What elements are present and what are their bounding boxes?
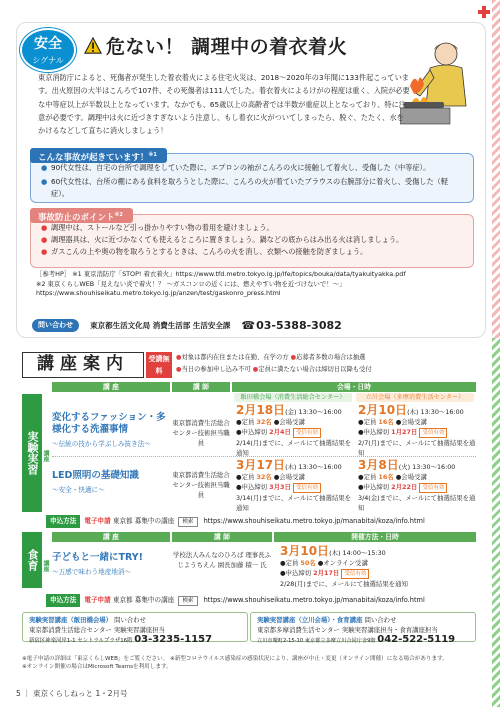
session-time: 13:30〜16:00 bbox=[298, 463, 342, 471]
session-time: 14:00〜15:30 bbox=[342, 549, 386, 557]
session-deadline: 2月4日 bbox=[269, 428, 291, 436]
session-date: 2月10日 bbox=[358, 403, 408, 417]
note-text: 対象は都内在住または在勤、在学の方 bbox=[181, 354, 289, 361]
apply-label: 申込方法 bbox=[46, 594, 80, 607]
course-subtitle: 〜五感で味わう地産地消〜 bbox=[52, 568, 132, 576]
contact-label: 問い合わせ bbox=[32, 319, 79, 332]
reference-label: ［参考HP］ bbox=[36, 270, 71, 278]
red-cross-icon bbox=[478, 6, 490, 18]
contact-tel[interactable]: 042-522-5119 bbox=[377, 634, 456, 645]
course-title-text: 子どもと一緒にTRY! bbox=[52, 552, 143, 563]
contact-heading: 問い合わせ bbox=[114, 616, 147, 624]
deadline-badge: 受信有効 bbox=[419, 483, 447, 493]
apply-url[interactable]: https://www.shouhiseikatu.metro.tokyo.jp/manabitai/koza/info.html bbox=[203, 596, 425, 604]
table2-head-loc: 講 師 bbox=[172, 532, 272, 542]
table1-apply-row bbox=[46, 515, 476, 528]
case-text: 60代女性は、台所の棚にある食料を取ろうとした際に、こんろの火が着ていたブラウスの右腕部分に着火し、受傷した（軽症）。 bbox=[51, 177, 449, 198]
page-footer: 5 ｜ 東京くらしねっと 1・2月号 bbox=[16, 689, 128, 698]
session-mode: オンライン受講 bbox=[323, 559, 368, 567]
session-mode: 会場受講 bbox=[279, 473, 305, 481]
session-tachikawa-1: 2月10日(木) 13:30〜16:00 ●定員 16名 ●会場受講 ●申込締切 1月27日 受信有効 2/7(月)までに、メールにて抽選結果を通知 bbox=[358, 403, 476, 457]
session-date: 2月18日 bbox=[236, 403, 286, 417]
apply-search-text: 東京都 募集中の講座 bbox=[112, 596, 175, 604]
magazine-name: 東京くらしねっと 1・2月号 bbox=[33, 689, 128, 698]
phone-icon: ☎ bbox=[241, 319, 256, 332]
session-note: 2/28(月)までに、メールにて抽選結果を通知 bbox=[280, 580, 408, 588]
article-title bbox=[84, 32, 347, 59]
session-weekday: (木) bbox=[329, 549, 341, 557]
row-divider bbox=[52, 456, 476, 457]
contact-title: 実験実習講座（飯田橋会場） bbox=[29, 616, 113, 624]
reference-links bbox=[36, 270, 466, 299]
session-iidabashi-2: 3月17日(木) 13:30〜16:00 ●定員 32名 ●会場受講 ●申込締切 3月3日 受信有効 3/14(月)までに、メールにて抽選結果を通知 bbox=[236, 460, 354, 513]
table1-side-label: 実験実習 bbox=[22, 394, 42, 512]
search-button[interactable]: 検索 bbox=[178, 517, 197, 527]
course-subtitle: 〜伝統の技から学ぶしみ抜き法〜 bbox=[52, 440, 151, 448]
contact-org: 東京都消費生活総合センター 実験実習講座担当 bbox=[29, 625, 165, 634]
note-text: 定員に満たない場合は締切日以降も受付 bbox=[258, 366, 372, 373]
article-lead-text: 東京消防庁によると、死傷者が発生した着衣着火による住宅火災は、2018〜2020年の3年間に133件起こっています。出火原因の大半はこんろで107件、その死傷者は111人でした。着衣着火によるけがの程度は重く、入院が必要な中等症以上が半数以上となっています。なかでも、65歳以上の高齢者では半数が重症以上となっており、特に注意が必要です。調理中は火に近づきすぎないよう注意し、もし着衣に火がついてしまったら、脱ぐ、たたく、水をかけるなどして直ちに消火しましょう！ bbox=[38, 73, 410, 136]
session-online: 3月10日(木) 14:00〜15:30 ●定員 50名 ●オンライン受講 ●申込締切 2月17日 受信有効 2/28(月)までに、メールにて抽選結果を通知 bbox=[280, 546, 476, 589]
table2-head-date: 開催方法・日時 bbox=[274, 532, 476, 542]
table1-head-date: 会場・日時 bbox=[232, 382, 476, 392]
case-text: 90代女性は、自宅の台所で調理をしていた際に、エプロンの袖がこんろの火に接触して着火し、受傷した（中等症）。 bbox=[51, 163, 431, 172]
session-weekday: (木) bbox=[407, 408, 419, 416]
safety-signal-badge bbox=[20, 28, 76, 72]
contact-heading: 問い合わせ bbox=[364, 616, 397, 624]
session-capacity: 16名 bbox=[378, 418, 394, 426]
session-mode: 会場受講 bbox=[401, 418, 427, 426]
badge-top-text: 安全 bbox=[34, 36, 62, 52]
course-title-shokuiku bbox=[52, 552, 170, 578]
contact-org: 東京都生活文化局 消費生活部 生活安全課 bbox=[90, 321, 231, 330]
contact-title: 実験実習講座（立川会場）・食育講座 bbox=[257, 616, 363, 624]
heading-footnote-mark: ※2 bbox=[114, 212, 123, 218]
prevention-heading-text: 事故防止のポイント bbox=[38, 212, 115, 223]
session-mode: 会場受講 bbox=[279, 418, 305, 426]
contact-address: 新宿区神楽河岸1-1 セントラルプラザ16階 bbox=[29, 638, 133, 644]
session-mode: 会場受講 bbox=[401, 473, 427, 481]
course-title-led bbox=[52, 470, 170, 496]
session-note: 2/14(月)までに、メールにて抽選結果を通知 bbox=[236, 439, 352, 457]
point-item: ● ガスこんの上や奥の物を取ろうとするときは、こんろの火を消し、衣類への接触を防ぎましょう。 bbox=[41, 247, 368, 256]
footnotes bbox=[22, 655, 482, 672]
course-lecturer: 東京都消費生活総合センター技術担当職員 bbox=[172, 471, 230, 499]
deadline-badge: 受信有効 bbox=[293, 428, 321, 438]
free-badge: 受講無料 bbox=[146, 352, 172, 378]
course-guide-title: 講座案内 bbox=[22, 352, 144, 378]
course-lecturer: 東京都消費生活総合センター技術担当職員 bbox=[172, 419, 230, 447]
session-time: 13:30〜16:00 bbox=[420, 408, 464, 416]
session-deadline: 3月3日 bbox=[269, 483, 291, 491]
table2-head-course: 講 座 bbox=[52, 532, 170, 542]
page-number: 5 bbox=[16, 689, 21, 698]
course-title-text: LED照明の基礎知識 bbox=[52, 470, 139, 481]
contact-tachikawa bbox=[250, 612, 476, 645]
session-note: 3/4(金)までに、メールにて抽選結果を通知 bbox=[358, 494, 476, 512]
session-time: 13:30〜16:00 bbox=[298, 408, 342, 416]
apply-search-text: 東京都 募集中の講座 bbox=[112, 517, 175, 525]
session-note: 3/14(月)までに、メールにて抽選結果を通知 bbox=[236, 494, 352, 512]
session-deadline: 1月27日 bbox=[391, 428, 418, 436]
session-capacity: 50名 bbox=[300, 559, 316, 567]
contact-iidabashi bbox=[22, 612, 248, 645]
course-title-fashion bbox=[52, 412, 170, 450]
point-item: ● 調理中は、ストールなど引っ掛かりやすい物の着用を避けましょう。 bbox=[41, 223, 274, 232]
table2-side-label: 食育 bbox=[22, 532, 42, 588]
point-text: ガスこんの上や奥の物を取ろうとするときは、こんろの火を消し、衣類への接触を防ぎましょう。 bbox=[51, 247, 368, 256]
case-item: ● 60代女性は、台所の棚にある食料を取ろうとした際に、こんろの火が着ていたブラウスの右腕部分に着火し、受傷した（軽症）。 bbox=[41, 177, 449, 198]
session-date: 3月10日 bbox=[280, 544, 330, 558]
deadline-badge: 受信有効 bbox=[293, 483, 321, 493]
session-weekday: (火) bbox=[398, 463, 411, 471]
apply-method: 電子申請 bbox=[84, 517, 111, 525]
point-text: 調理中は、ストールなど引っ掛かりやすい物の着用を避けましょう。 bbox=[51, 223, 274, 232]
footnote-text: ※電子申請の詳細は「東京くらしWEB」をご覧ください。 ※新型コロナウイルス感染症の感染状況により、講座が中止・変更（オンライン開催）になる場合があります。 bbox=[22, 656, 448, 662]
session-weekday: (木) bbox=[285, 463, 297, 471]
heading-footnote-mark: ※1 bbox=[148, 152, 157, 158]
note-text: 応募者多数の場合は抽選 bbox=[296, 354, 366, 361]
session-date: 3月8日 bbox=[358, 458, 399, 472]
deadline-badge: 受信有効 bbox=[341, 569, 369, 579]
session-capacity: 16名 bbox=[378, 473, 394, 481]
table2-side-small: 講座 bbox=[42, 560, 49, 572]
deadline-badge: 受信有効 bbox=[419, 428, 447, 438]
session-capacity: 32名 bbox=[256, 473, 272, 481]
course-title-text: 変化するファッション・多様化する洗濯事情 bbox=[52, 412, 166, 435]
apply-url[interactable]: https://www.shouhiseikatu.metro.tokyo.jp/manabitai/koza/info.html bbox=[203, 517, 425, 525]
session-weekday: (金) bbox=[285, 408, 297, 416]
session-deadline: 2月22日 bbox=[391, 483, 418, 491]
warning-icon bbox=[84, 37, 102, 55]
table1-head-course: 講 座 bbox=[52, 382, 170, 392]
right-stripe-green-decoration bbox=[492, 338, 500, 707]
course-subtitle: 〜安全・快適に〜 bbox=[52, 486, 105, 494]
contact-address: 立川市曙町2-15-10 東京都立多摩立川合同庁舎9階 bbox=[257, 638, 376, 644]
contact-tel[interactable]: 03-3235-1157 bbox=[134, 634, 213, 645]
safety-contact bbox=[32, 315, 472, 331]
reference-link[interactable]: ※2 東京くらしWEB「見えない炎で着火！？ 〜ガスコンロの近くには、燃えやすい物を近づけないで！〜」https://www.shouhiseikatu.metro.tokyo.lg.jp/anzen/test/gaskonro_press.html bbox=[36, 279, 346, 298]
prevention-points-heading bbox=[30, 208, 133, 223]
accident-cases-heading bbox=[30, 148, 167, 163]
contact-tel[interactable]: 03-5388-3082 bbox=[256, 319, 342, 332]
session-deadline: 2月17日 bbox=[313, 569, 340, 577]
search-button[interactable]: 検索 bbox=[178, 596, 197, 606]
case-item: ● 90代女性は、自宅の台所で調理をしていた際に、エプロンの袖がこんろの火に接触して着火し、受傷した（中等症）。 bbox=[41, 163, 431, 172]
reference-link[interactable]: ※1 東京消防庁「STOP! 着衣着火」https://www.tfd.metro.tokyo.lg.jp/lfe/topics/bouka/data/tyakuityakka.pdf bbox=[72, 270, 406, 278]
session-date: 3月17日 bbox=[236, 458, 286, 472]
apply-label: 申込方法 bbox=[46, 515, 80, 528]
apply-method: 電子申請 bbox=[84, 596, 111, 604]
footnote-text: ※オンライン開催の場合はMicrosoft Teamsを利用します。 bbox=[22, 664, 172, 671]
session-note: 2/7(月)までに、メールにて抽選結果を通知 bbox=[358, 439, 476, 457]
venue2-head: 立川会場（多摩消費生活センター） bbox=[356, 393, 474, 402]
session-iidabashi-1: 2月18日(金) 13:30〜16:00 ●定員 32名 ●会場受講 ●申込締切 2月4日 受信有効 2/14(月)までに、メールにて抽選結果を通知 bbox=[236, 405, 354, 458]
session-time: 13:30〜16:00 bbox=[412, 463, 456, 471]
badge-bottom-text: シグナル bbox=[32, 56, 64, 65]
session-tachikawa-2: 3月8日(火) 13:30〜16:00 ●定員 16名 ●会場受講 ●申込締切 2月22日 受信有効 3/4(金)までに、メールにて抽選結果を通知 bbox=[358, 458, 476, 512]
article-title-text: 危ない！ 調理中の着衣着火 bbox=[106, 36, 348, 58]
accident-cases-heading-text: こんな事故が起きています！ bbox=[38, 152, 149, 163]
contact-org: 東京都多摩消費生活センター 実験実習講座担当・食育講座担当 bbox=[257, 625, 438, 634]
venue1-head: 飯田橋会場（消費生活総合センター） bbox=[234, 393, 352, 402]
table1-side-small: 講座 bbox=[42, 450, 49, 462]
table1-head-loc: 講 師 bbox=[172, 382, 230, 392]
session-capacity: 32名 bbox=[256, 418, 272, 426]
cooking-fire-illustration-icon bbox=[400, 36, 480, 126]
course-notes: ●対象は都内在住または在勤、在学の方 ●応募者多数の場合は抽選 ●当日の参加申し込み不可 ●定員に満たない場合は締切日以降も受付 bbox=[176, 354, 372, 373]
course-lecturer: 学校法人みんなのひろば 理事長ふじようちえん 園長加藤 積一 氏 bbox=[173, 551, 271, 569]
point-text: 調理器具は、火に近づかなくても使えるところに置きましょう。鍋などの底からはみ出る火は消しましょう。 bbox=[51, 235, 404, 244]
table2-apply-row bbox=[46, 594, 476, 607]
note-text: 当日の参加申し込み不可 bbox=[181, 366, 251, 373]
point-item: ● 調理器具は、火に近づかなくても使えるところに置きましょう。鍋などの底からはみ出る火は消しましょう。 bbox=[41, 235, 404, 244]
